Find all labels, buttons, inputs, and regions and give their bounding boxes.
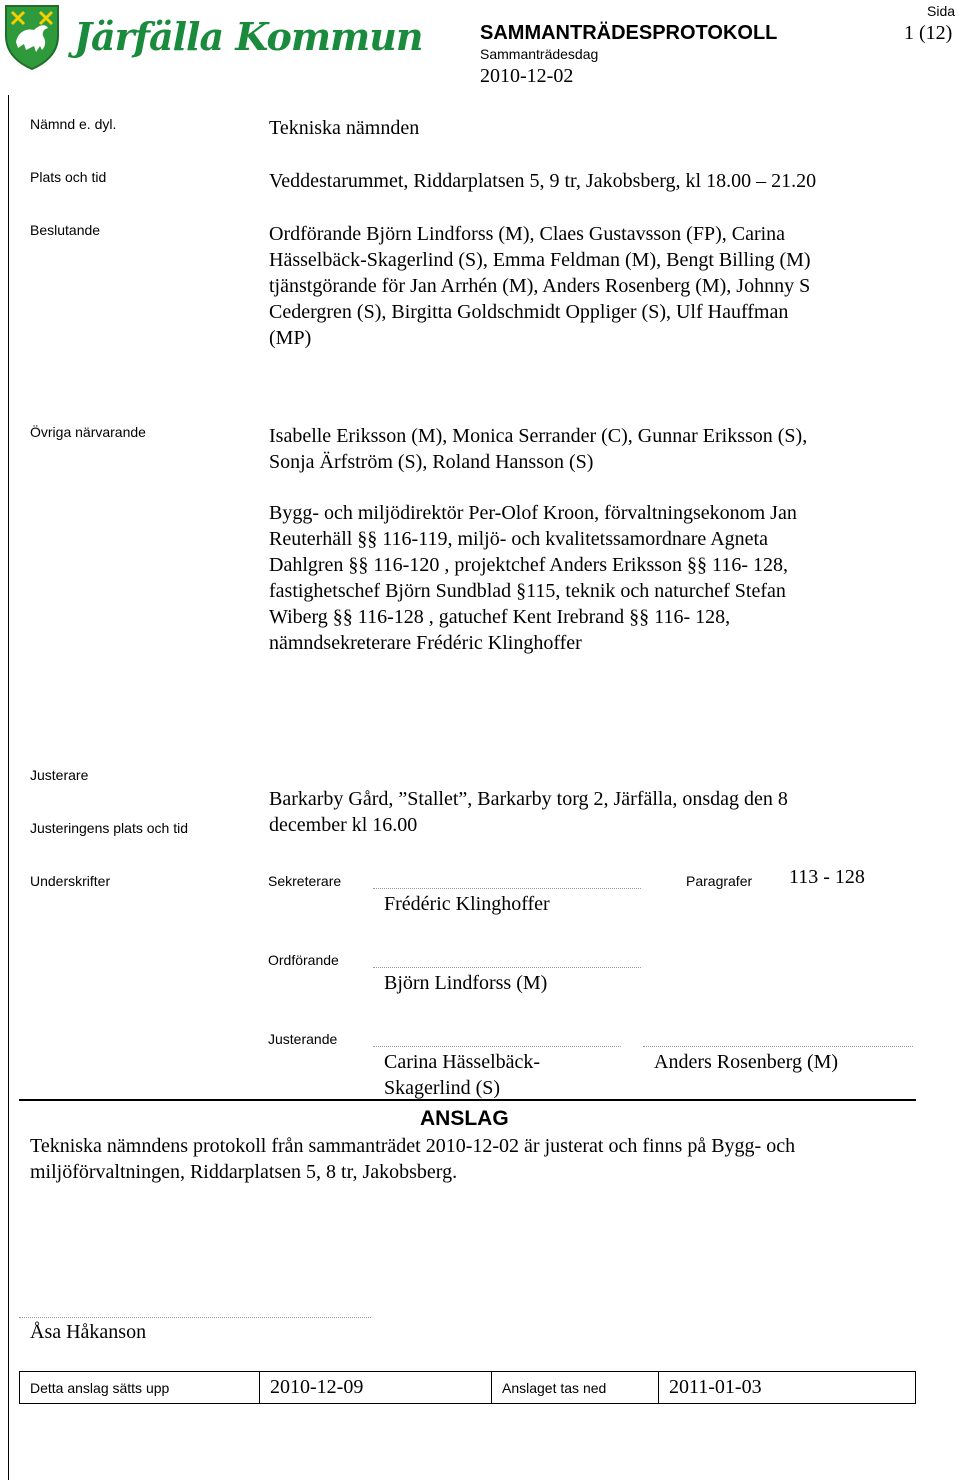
page-label: Sida [927, 3, 956, 19]
municipality-logo [2, 2, 423, 72]
plats-label: Plats och tid [30, 169, 107, 185]
text-line: Barkarby Gård, ”Stallet”, Barkarby torg 2, Järfälla, onsdag den 8 [269, 788, 788, 810]
ovriga-value-officials [269, 500, 797, 656]
left-margin-rule [8, 95, 9, 1480]
text-line: Reuterhäll §§ 116-119, miljö- och kvalitetssamordnare Agneta [269, 528, 768, 550]
justeringens-label: Justeringens plats och tid [30, 820, 188, 836]
page-number: 1 (12) [904, 22, 953, 44]
text-line: fastighetschef Björn Sundblad §115, teknik och naturchef Stefan [269, 580, 786, 602]
meeting-date-label: Sammanträdesdag [480, 46, 599, 62]
text-line: Isabelle Eriksson (M), Monica Serrander (C), Gunnar Eriksson (S), [269, 425, 808, 447]
signature-line-anslag [19, 1317, 371, 1318]
ovriga-value-politicians [269, 423, 807, 475]
text-line: Dahlgren §§ 116-120 , projektchef Anders Eriksson §§ 116- 128, [269, 554, 788, 576]
text-line: Skagerlind (S) [384, 1077, 501, 1099]
namnd-label: Nämnd e. dyl. [30, 116, 117, 132]
uppsatt-value: 2010-12-09 [260, 1372, 492, 1404]
text-line: tjänstgörande för Jan Arrhén (M), Anders Rosenberg (M), Johnny S [269, 275, 811, 297]
text-line: Ordförande Björn Lindforss (M), Claes Gustavsson (FP), Carina [269, 223, 786, 245]
text-line: Bygg- och miljödirektör Per-Olof Kroon, förvaltningsekonom Jan [269, 502, 797, 524]
text-line: (MP) [269, 327, 312, 349]
text-line: miljöförvaltningen, Riddarplatsen 5, 8 tr, Jakobsberg. [30, 1161, 458, 1183]
namnd-value: Tekniska nämnden [269, 117, 420, 139]
beslutande-value [269, 221, 811, 351]
text-line: Wiberg §§ 116-128 , gatuchef Kent Irebrand §§ 116- 128, [269, 606, 731, 628]
uppsatt-label: Detta anslag sätts upp [20, 1372, 260, 1404]
coat-of-arms-icon [2, 2, 62, 70]
justeringens-value [269, 786, 788, 838]
signature-line-ordforande [373, 967, 641, 968]
ovriga-label: Övriga närvarande [30, 424, 146, 440]
signature-line-justerande-1 [373, 1046, 621, 1047]
anslag-heading: ANSLAG [420, 1107, 509, 1130]
paragrafer-value: 113 - 128 [789, 866, 865, 888]
text-line: nämndsekreterare Frédéric Klinghoffer [269, 632, 582, 654]
justerare-label: Justerare [30, 767, 89, 783]
org-name: Järfälla Kommun [74, 14, 423, 59]
sekreterare-name: Frédéric Klinghoffer [384, 893, 550, 915]
anslag-text [30, 1133, 795, 1185]
plats-value: Veddestarummet, Riddarplatsen 5, 9 tr, Jakobsberg, kl 18.00 – 21.20 [269, 170, 817, 192]
table-row [20, 1372, 916, 1404]
ordforande-name: Björn Lindforss (M) [384, 972, 548, 994]
text-line: Tekniska nämndens protokoll från sammanträdet 2010-12-02 är justerat och finns på Bygg- och [30, 1135, 796, 1157]
text-line: Cedergren (S), Birgitta Goldschmidt Oppliger (S), Ulf Hauffman [269, 301, 789, 323]
beslutande-label: Beslutande [30, 222, 101, 238]
doc-title: SAMMANTRÄDESPROTOKOLL [480, 22, 778, 44]
justerande-label: Justerande [268, 1031, 338, 1047]
ned-label: Anslaget tas ned [492, 1372, 659, 1404]
text-line: Carina Hässelbäck- [384, 1051, 541, 1073]
text-line: Sonja Ärfström (S), Roland Hansson (S) [269, 451, 594, 473]
signature-line-justerande-2 [643, 1046, 913, 1047]
ned-value: 2011-01-03 [659, 1372, 916, 1404]
anslag-dates-table [19, 1371, 916, 1404]
underskrifter-label: Underskrifter [30, 873, 111, 889]
anslag-signer: Åsa Håkanson [30, 1321, 147, 1343]
section-divider [19, 1099, 916, 1101]
paragrafer-label: Paragrafer [686, 873, 753, 889]
signature-line-sekreterare [373, 888, 641, 889]
sekreterare-label: Sekreterare [268, 873, 342, 889]
justerande-name-2: Anders Rosenberg (M) [654, 1051, 839, 1073]
justerande-name-1 [384, 1049, 540, 1101]
meeting-date: 2010-12-02 [480, 65, 574, 87]
text-line: Hässelbäck-Skagerlind (S), Emma Feldman (M), Bengt Billing (M) [269, 249, 811, 271]
ordforande-label: Ordförande [268, 952, 339, 968]
text-line: december kl 16.00 [269, 814, 418, 836]
